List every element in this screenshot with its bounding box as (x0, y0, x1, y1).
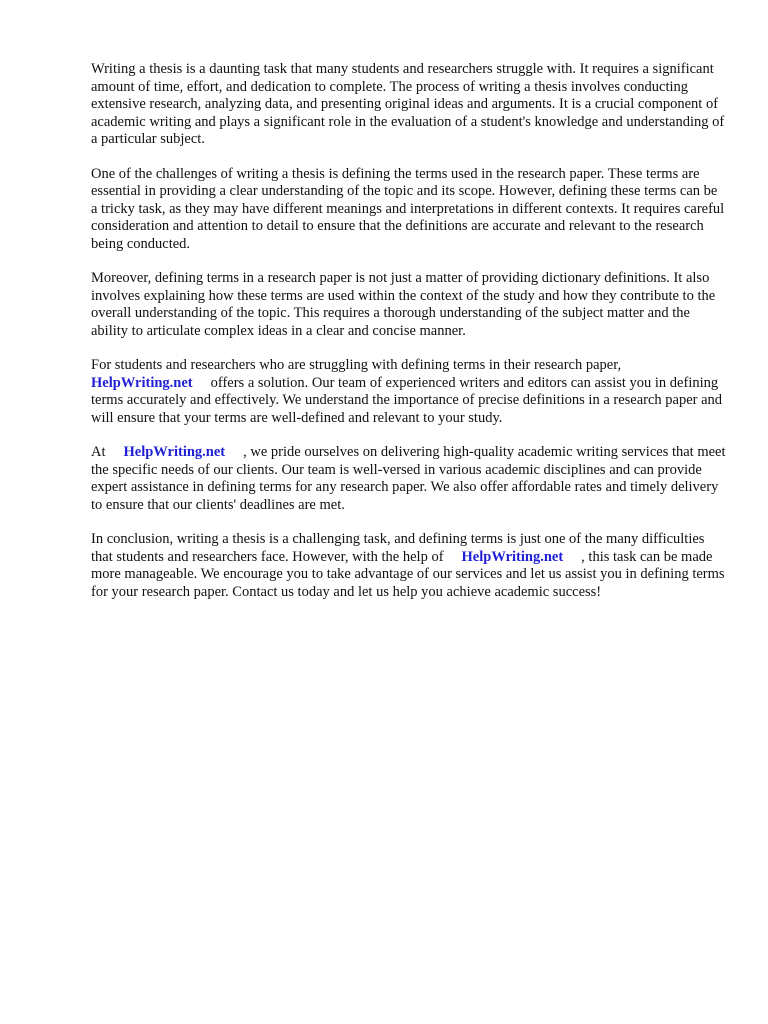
paragraph-about-text-before: At (91, 444, 106, 460)
helpwriting-link-2[interactable]: HelpWriting.net (123, 444, 226, 460)
paragraph-solution-text-after: offers a solution. Our team of experienced writers and editors can assist you in defining terms accurately and effectively. We understand the importance of precise definitions in a research paper and will ensure that your terms are well-defined and relevant to your study. (91, 374, 723, 426)
paragraph-about-text-after: , we pride ourselves on delivering high-quality academic writing services that meet the specific needs of our clients. Our team is well-versed in various academic disciplines and can provide expert assistance in defining terms for any research paper. We also offer affordable rates and timely delivery to ensure that our clients' deadlines are met. (91, 444, 726, 513)
paragraph-conclusion (91, 531, 727, 601)
paragraph-moreover: Moreover, defining terms in a research paper is not just a matter of providing dictionary definitions. It also involves explaining how these terms are used within the context of the study and how they contribute to the overall understanding of the topic. This requires a thorough understanding of the subject matter and the ability to articulate complex ideas in a clear and concise manner. (91, 270, 716, 339)
paragraph-about (91, 444, 727, 514)
paragraph-solution (91, 357, 727, 427)
paragraph-conclusion-text-before: In conclusion, writing a thesis is a challenging task, and defining terms is just one of the many difficulties that students and researchers face. However, with the help of (91, 531, 705, 565)
paragraph-solution-text-before: For students and researchers who are struggling with defining terms in their research paper, (91, 357, 622, 373)
paragraph-intro: Writing a thesis is a daunting task that many students and researchers struggle with. It requires a significant amount of time, effort, and dedication to complete. The process of writing a thesis involves conducting extensive research, analyzing data, and presenting original ideas and arguments. It is a crucial component of academic writing and plays a significant role in the evaluation of a student's knowledge and understanding of a particular subject. (91, 61, 725, 147)
helpwriting-link-1[interactable]: HelpWriting.net (91, 374, 193, 391)
document-page (91, 61, 727, 618)
paragraph-challenges: One of the challenges of writing a thesis is defining the terms used in the research paper. These terms are essential in providing a clear understanding of the topic and its scope. However, defining these terms can be a tricky task, as they may have different meanings and interpretations in different contexts. It requires careful consideration and attention to detail to ensure that the definitions are accurate and relevant to the research being conducted. (91, 165, 725, 252)
helpwriting-link-3[interactable]: HelpWriting.net (461, 548, 564, 565)
paragraph-conclusion-text-after: , this task can be made more manageable. We encourage you to take advantage of our services and let us assist you in defining terms for your research paper. Contact us today and let us help you achieve academic success! (91, 548, 725, 600)
